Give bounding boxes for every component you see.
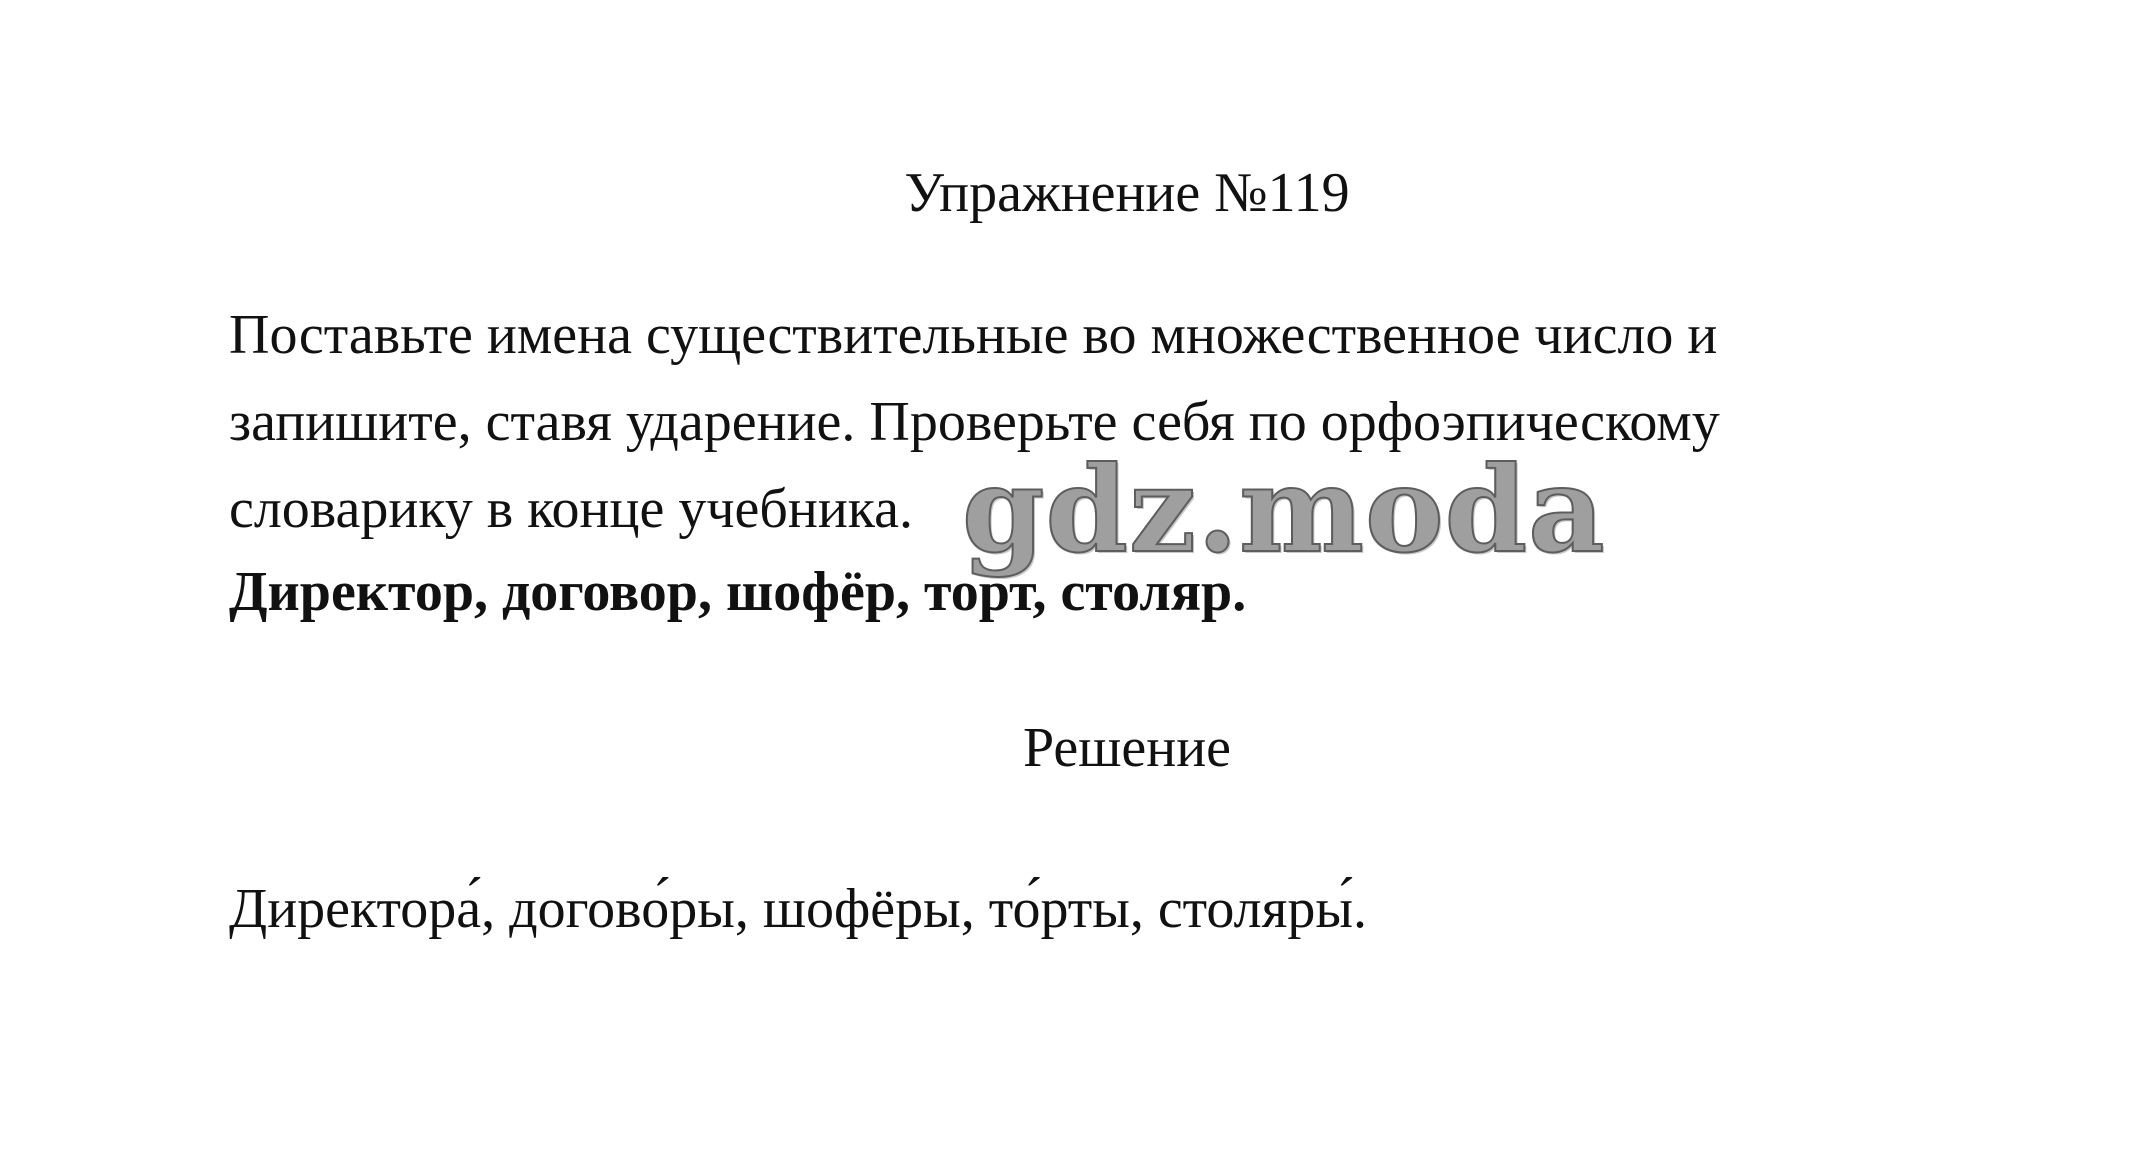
instruction-line: запишите, ставя ударение. Проверьте себя по орфоэпическому xyxy=(229,391,1720,453)
solution-heading-text: Решение xyxy=(1022,717,1232,779)
solution-heading xyxy=(0,713,2146,783)
exercise-title xyxy=(0,158,2146,228)
solution-answer: Директора́, догово́ры, шофёры, то́рты, столяры́. xyxy=(229,878,1367,940)
watermark-logo: gdz.moda xyxy=(962,440,1606,579)
exercise-words: Директор, договор, шофёр, торт, столяр. xyxy=(229,561,1247,623)
exercise-title-text: Упражнение №119 xyxy=(904,162,1350,224)
instruction-line: словарику в конце учебника. xyxy=(229,478,914,540)
instruction-line: Поставьте имена существительные во множественное число и xyxy=(229,304,1718,366)
